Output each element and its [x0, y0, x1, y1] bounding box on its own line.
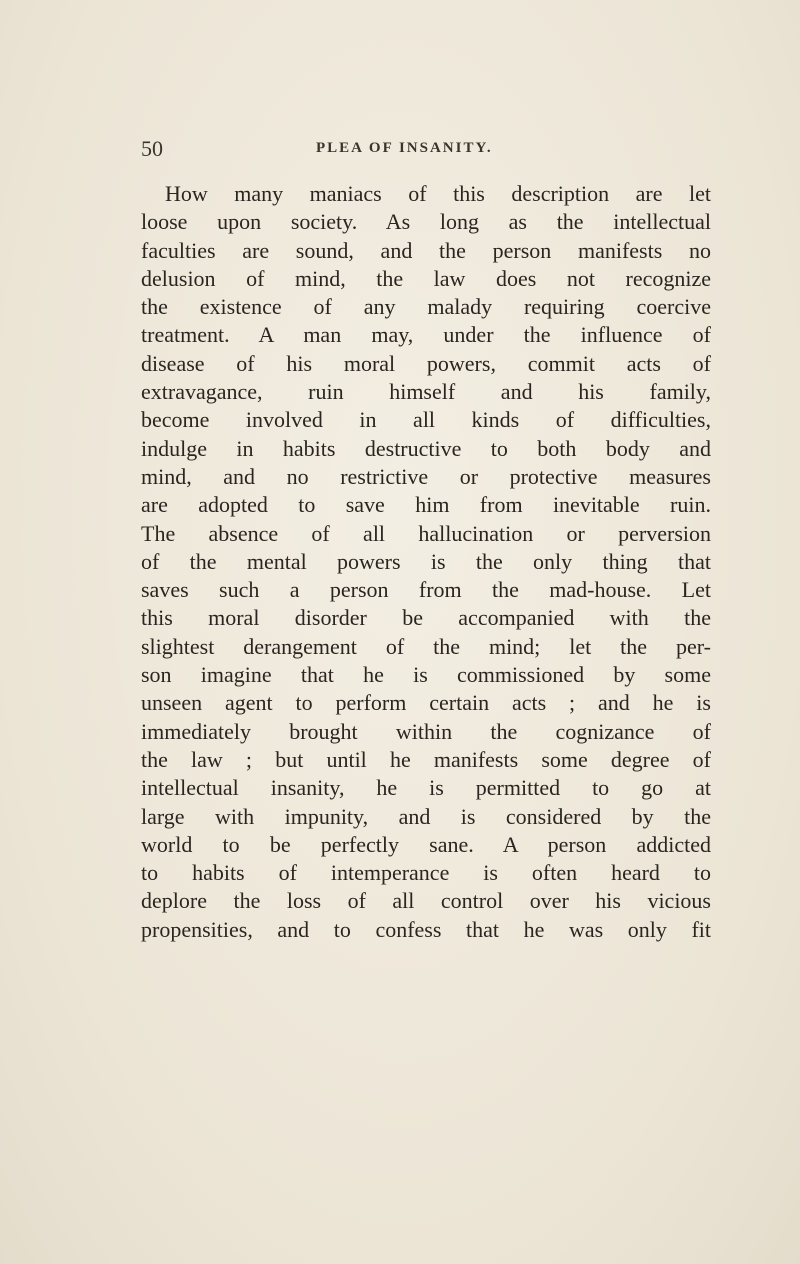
text-line: deplore the loss of all control over his vicious	[141, 888, 711, 914]
text-line: faculties are sound, and the person manifests no	[141, 237, 711, 263]
text-line: loose upon society. As long as the intellectual	[141, 209, 711, 235]
text-line: delusion of mind, the law does not recognize	[141, 265, 711, 291]
text-line: treatment. A man may, under the influence of	[141, 322, 711, 348]
text-line: become involved in all kinds of difficulties,	[141, 407, 711, 433]
text-line: unseen agent to perform certain acts ; and he is	[141, 690, 711, 716]
text-line: large with impunity, and is considered by the	[141, 803, 711, 829]
text-line: son imagine that he is commissioned by some	[141, 662, 711, 688]
text-line: intellectual insanity, he is permitted to go at	[141, 775, 711, 801]
text-line: propensities, and to confess that he was only fit	[141, 916, 711, 942]
text-line: slightest derangement of the mind; let the per-	[141, 633, 711, 659]
text-line: The absence of all hallucination or perversion	[141, 520, 711, 546]
text-line: How many maniacs of this description are let	[165, 181, 711, 206]
text-line: world to be perfectly sane. A person addicted	[141, 831, 711, 857]
text-line: mind, and no restrictive or protective measures	[141, 463, 711, 489]
text-line: to habits of intemperance is often heard to	[141, 860, 711, 886]
text-line: of the mental powers is the only thing that	[141, 548, 711, 574]
page-header	[141, 136, 716, 166]
text-line: disease of his moral powers, commit acts of	[141, 350, 711, 376]
text-line: are adopted to save him from inevitable ruin.	[141, 492, 711, 518]
text-line: this moral disorder be accompanied with the	[141, 605, 711, 631]
text-line: the law ; but until he manifests some degree of	[141, 746, 711, 772]
text-line: saves such a person from the mad-house. Let	[141, 577, 711, 603]
text-line: extravagance, ruin himself and his family,	[141, 379, 711, 405]
body-text	[141, 180, 711, 944]
text-line: immediately brought within the cognizance of	[141, 718, 711, 744]
text-line: the existence of any malady requiring coercive	[141, 294, 711, 320]
text-line: indulge in habits destructive to both body and	[141, 435, 711, 461]
running-head: PLEA OF INSANITY.	[316, 140, 493, 156]
page-number: 50	[141, 136, 163, 161]
